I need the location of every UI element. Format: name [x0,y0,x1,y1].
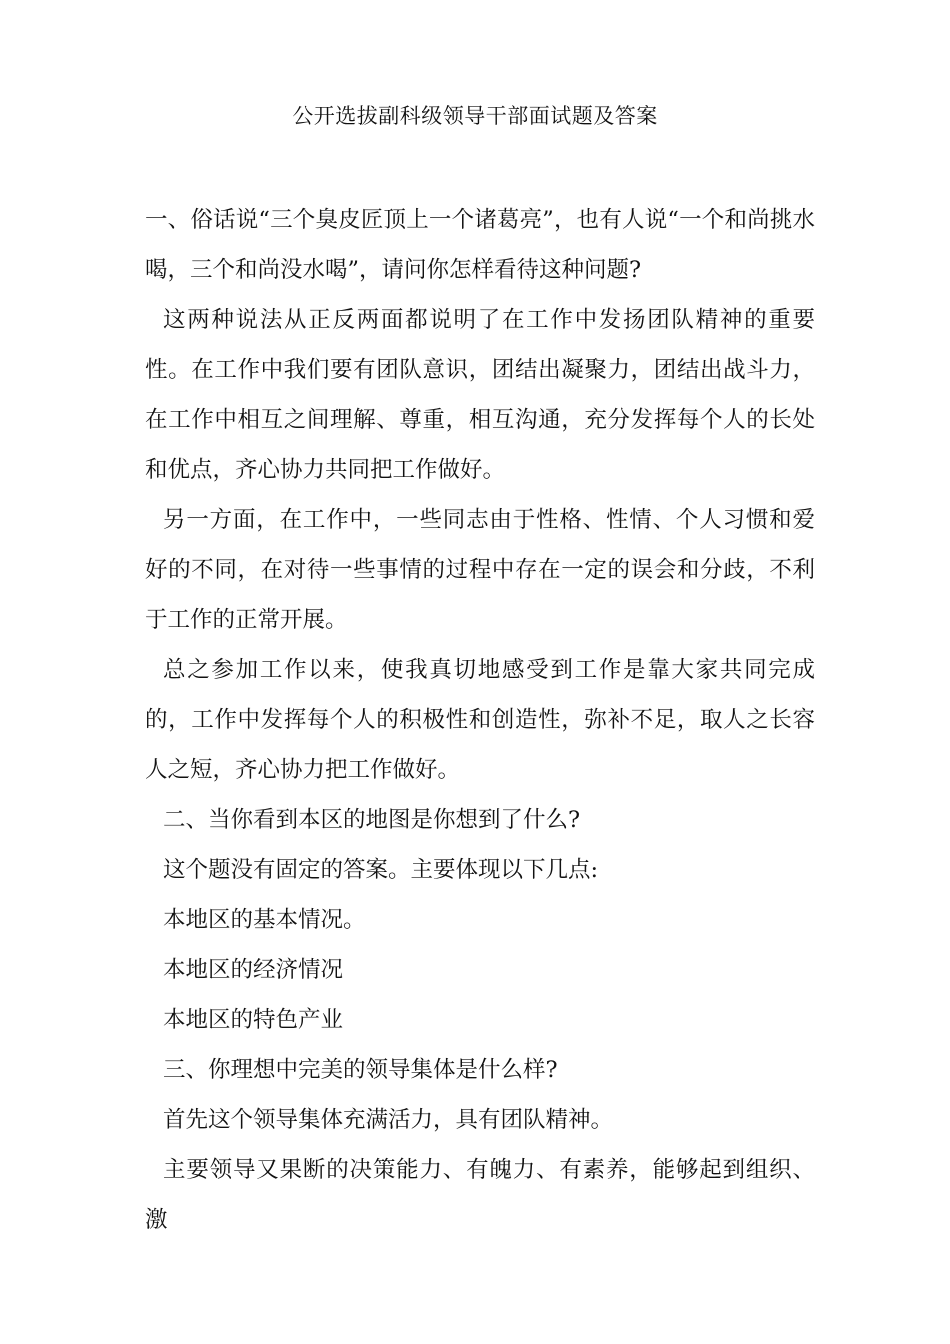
question-3: 三、你理想中完美的领导集体是什么样? [163,1057,558,1083]
answer-2-point-3: 本地区的特色产业 [163,1007,344,1033]
answer-1-paragraph-2: 另一方面，在工作中，一些同志由于性格、性情、个人习惯和爱好的不同，在对待一些事情的过程中存在一定的误会和分歧，不利于工作的正常开展。 [145,507,815,633]
answer-3-paragraph-1: 首先这个领导集体充满活力，具有团队精神。 [163,1107,614,1133]
document-body [145,195,815,1245]
question-2: 二、当你看到本区的地图是你想到了什么? [163,807,581,833]
answer-3-paragraph-2: 主要领导又果断的决策能力、有魄力、有素养，能够起到组织、激 [145,1157,815,1233]
answer-1-paragraph-3: 总之参加工作以来，使我真切地感受到工作是靠大家共同完成的，工作中发挥每个人的积极性和创造性，弥补不足，取人之长容人之短，齐心协力把工作做好。 [145,657,815,783]
document-title: 公开选拔副科级领导干部面试题及答案 [292,104,658,128]
answer-2-point-2: 本地区的经济情况 [163,957,344,983]
answer-1-paragraph-1: 这两种说法从正反两面都说明了在工作中发扬团队精神的重要性。在工作中我们要有团队意识，团结出凝聚力，团结出战斗力，在工作中相互之间理解、尊重，相互沟通，充分发挥每个人的长处和优点，齐心协力共同把工作做好。 [145,307,815,483]
answer-2-intro: 这个题没有固定的答案。主要体现以下几点: [163,857,599,883]
answer-2-point-1: 本地区的基本情况。 [163,907,366,933]
question-1: 一、俗话说“三个臭皮匠顶上一个诸葛亮”，也有人说“一个和尚挑水喝，三个和尚没水喝”，请问你怎样看待这种问题? [145,207,815,283]
